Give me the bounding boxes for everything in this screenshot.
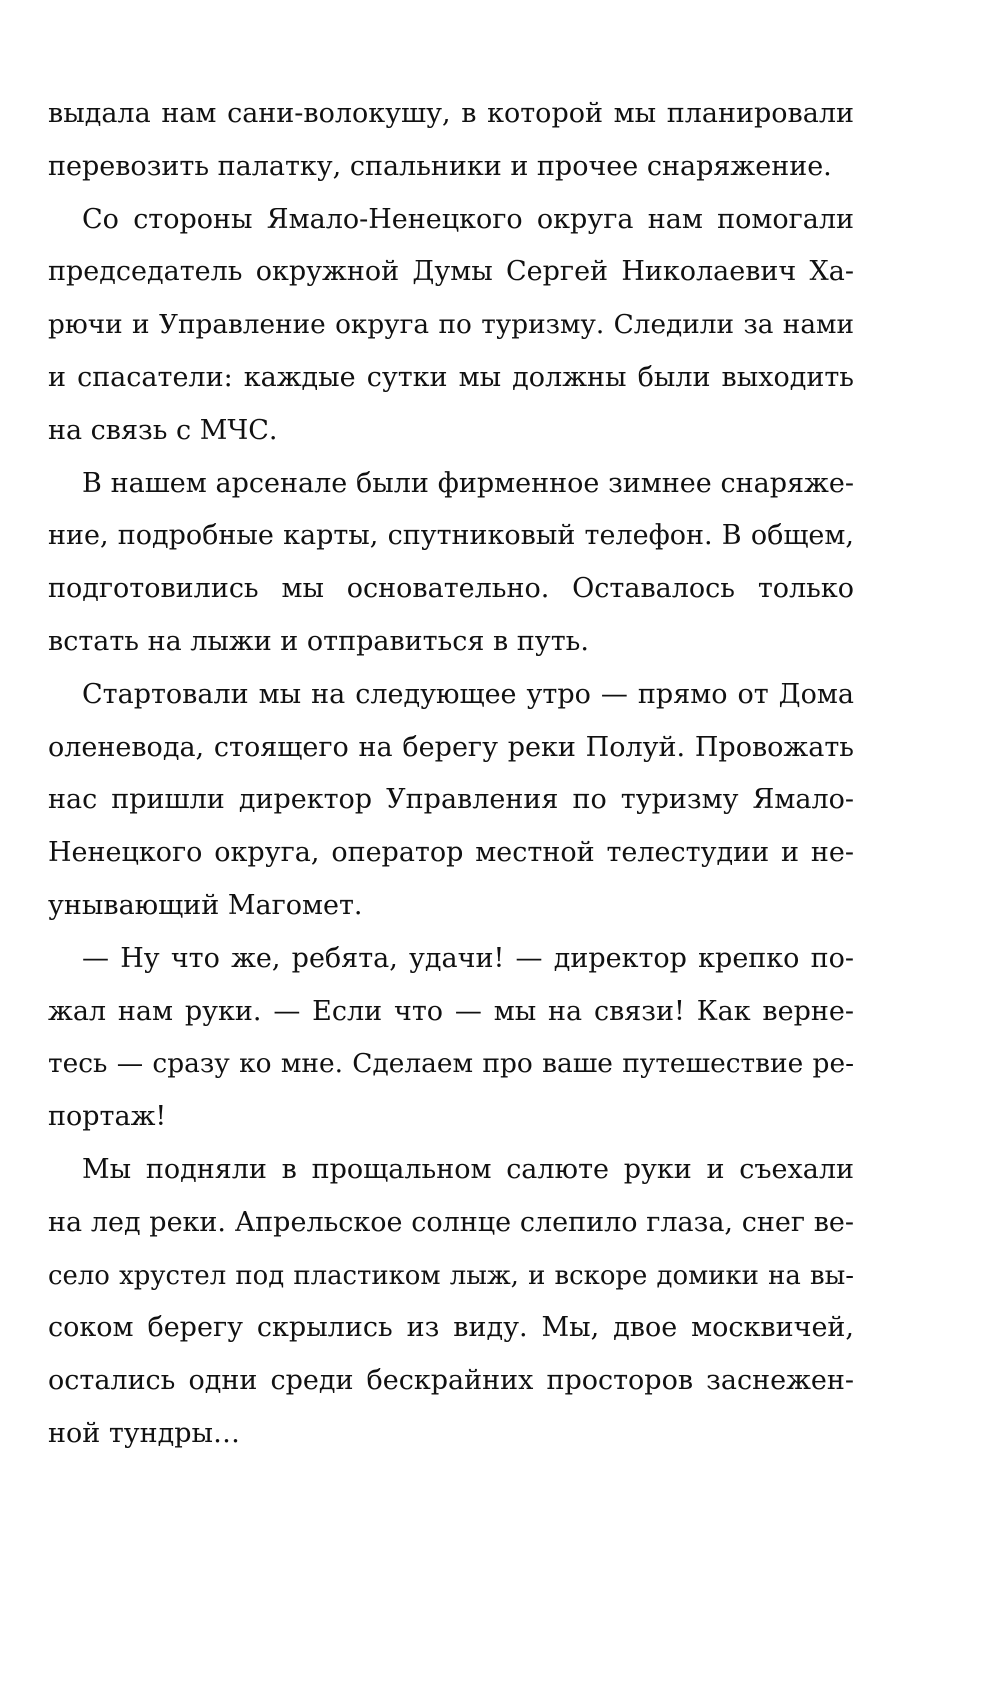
text-line: встать на лыжи и отправиться в путь.	[48, 625, 589, 657]
text-line: соком берегу скрылись из виду. Мы, двое москвичей,	[48, 1312, 854, 1344]
text-line: нас пришли директор Управления по туризму Ямало-	[48, 784, 854, 816]
paragraph	[48, 194, 854, 458]
text-line: село хрустел под пластиком лыж, и вскоре домики на вы-	[48, 1260, 854, 1291]
paragraph	[48, 669, 854, 933]
text-line: остались одни среди бескрайних просторов заснежен-	[48, 1365, 854, 1397]
page-text	[48, 88, 854, 1461]
paragraph	[48, 1144, 854, 1461]
text-line: В нашем арсенале были фирменное зимнее снаряже-	[82, 467, 854, 499]
text-line: перевозить палатку, спальники и прочее снаряжение.	[48, 150, 832, 182]
text-line: оленевода, стоящего на берегу реки Полуй. Провожать	[48, 731, 854, 763]
text-line: Ненецкого округа, оператор местной телестудии и не-	[48, 837, 854, 869]
text-line: председатель окружной Думы Сергей Николаевич Ха-	[48, 256, 854, 288]
text-line: выдала нам сани-волокушу, в которой мы планировали	[48, 98, 854, 129]
paragraph	[48, 88, 854, 194]
text-line: Мы подняли в прощальном салюте руки и съехали	[82, 1153, 854, 1185]
paragraph	[48, 933, 854, 1144]
text-line: ной тундры…	[48, 1417, 241, 1449]
text-line: унывающий Магомет.	[48, 889, 363, 921]
text-line: тесь — сразу ко мне. Сделаем про ваше путешествие ре-	[48, 1048, 854, 1080]
text-line: Со стороны Ямало-Ненецкого округа нам помогали	[82, 203, 854, 235]
text-line: и спасатели: каждые сутки мы должны были выходить	[48, 361, 854, 393]
paragraph	[48, 458, 854, 669]
text-line: Стартовали мы на следующее утро — прямо от Дома	[82, 678, 854, 710]
text-line: рючи и Управление округа по туризму. Следили за нами	[48, 310, 854, 341]
text-line: на лед реки. Апрельское солнце слепило глаза, снег ве-	[48, 1206, 854, 1238]
text-line: портаж!	[48, 1101, 167, 1133]
text-line: на связь с МЧС.	[48, 414, 278, 446]
text-line: ние, подробные карты, спутниковый телефон. В общем,	[48, 520, 854, 552]
text-line: жал нам руки. — Если что — мы на связи! Как верне-	[48, 995, 854, 1027]
text-line: подготовились мы основательно. Оставалось только	[48, 573, 854, 605]
text-line: — Ну что же, ребята, удачи! — директор крепко по-	[82, 942, 854, 974]
